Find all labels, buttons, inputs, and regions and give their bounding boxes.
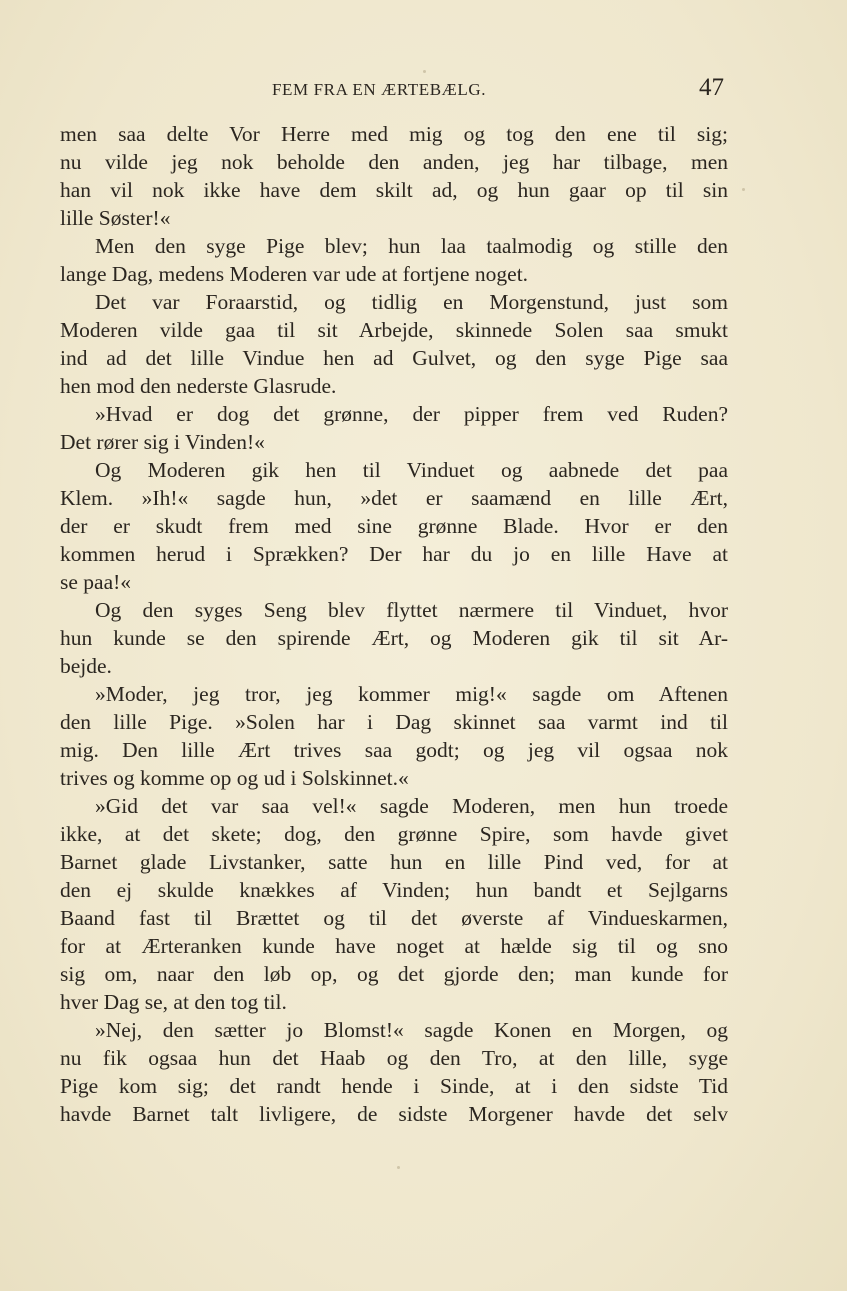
paper-speck [397, 1166, 400, 1169]
text-line: Moderen vilde gaa til sit Arbejde, skinnede Solen saa smukt [60, 318, 728, 342]
text-line: nu vilde jeg nok beholde den anden, jeg har tilbage, men [60, 150, 728, 174]
text-line: »Nej, den sætter jo Blomst!« sagde Konen en Morgen, og [95, 1018, 728, 1042]
text-line: Men den syge Pige blev; hun laa taalmodig og stille den [95, 234, 728, 258]
text-line: lille Søster!« [60, 206, 171, 230]
text-line: »Hvad er dog det grønne, der pipper frem ved Ruden? [95, 402, 728, 426]
text-line: Pige kom sig; det randt hende i Sinde, at i den sidste Tid [60, 1074, 728, 1098]
text-line: nu fik ogsaa hun det Haab og den Tro, at den lille, syge [60, 1046, 728, 1070]
text-line: Baand fast til Brættet og til det øverste af Vindueskarmen, [60, 906, 728, 930]
text-line: Barnet glade Livstanker, satte hun en lille Pind ved, for at [60, 850, 728, 874]
paper-speck [742, 188, 745, 191]
text-line: lange Dag, medens Moderen var ude at fortjene noget. [60, 262, 529, 286]
text-line: se paa!« [60, 570, 132, 594]
text-line: Og Moderen gik hen til Vinduet og aabnede det paa [95, 458, 728, 482]
page-number: 47 [699, 74, 724, 101]
text-line: sig om, naar den løb op, og det gjorde den; man kunde for [60, 962, 728, 986]
text-line: der er skudt frem med sine grønne Blade. Hvor er den [60, 514, 728, 538]
paper-speck [423, 70, 426, 73]
running-head: FEM FRA EN ÆRTEBÆLG. [272, 80, 487, 99]
text-line: hun kunde se den spirende Ært, og Moderen gik til sit Ar- [60, 626, 728, 650]
text-line: mig. Den lille Ært trives saa godt; og jeg vil ogsaa nok [60, 738, 728, 762]
text-line: bejde. [60, 654, 112, 678]
text-line: for at Ærteranken kunde have noget at hælde sig til og sno [60, 934, 728, 958]
text-line: Og den syges Seng blev flyttet nærmere til Vinduet, hvor [95, 598, 728, 622]
text-line: kommen herud i Sprækken? Der har du jo en lille Have at [60, 542, 728, 566]
text-line: Det rører sig i Vinden!« [60, 430, 265, 454]
text-line: »Moder, jeg tror, jeg kommer mig!« sagde om Aftenen [95, 682, 728, 706]
text-line: Det var Foraarstid, og tidlig en Morgenstund, just som [95, 290, 728, 314]
text-line: den lille Pige. »Solen har i Dag skinnet saa varmt ind til [60, 710, 728, 734]
text-line: hen mod den nederste Glasrude. [60, 374, 337, 398]
text-line: han vil nok ikke have dem skilt ad, og hun gaar op til sin [60, 178, 728, 202]
text-line: ind ad det lille Vindue hen ad Gulvet, og den syge Pige saa [60, 346, 728, 370]
text-line: trives og komme op og ud i Solskinnet.« [60, 766, 409, 790]
text-line: ikke, at det skete; dog, den grønne Spire, som havde givet [60, 822, 728, 846]
text-line: Klem. »Ih!« sagde hun, »det er saamænd en lille Ært, [60, 486, 728, 510]
text-line: den ej skulde knækkes af Vinden; hun bandt et Sejlgarns [60, 878, 728, 902]
text-line: men saa delte Vor Herre med mig og tog den ene til sig; [60, 122, 728, 146]
text-line: havde Barnet talt livligere, de sidste Morgener havde det selv [60, 1102, 728, 1126]
body-text [60, 120, 728, 1128]
text-line: hver Dag se, at den tog til. [60, 990, 287, 1014]
text-line: »Gid det var saa vel!« sagde Moderen, men hun troede [95, 794, 728, 818]
